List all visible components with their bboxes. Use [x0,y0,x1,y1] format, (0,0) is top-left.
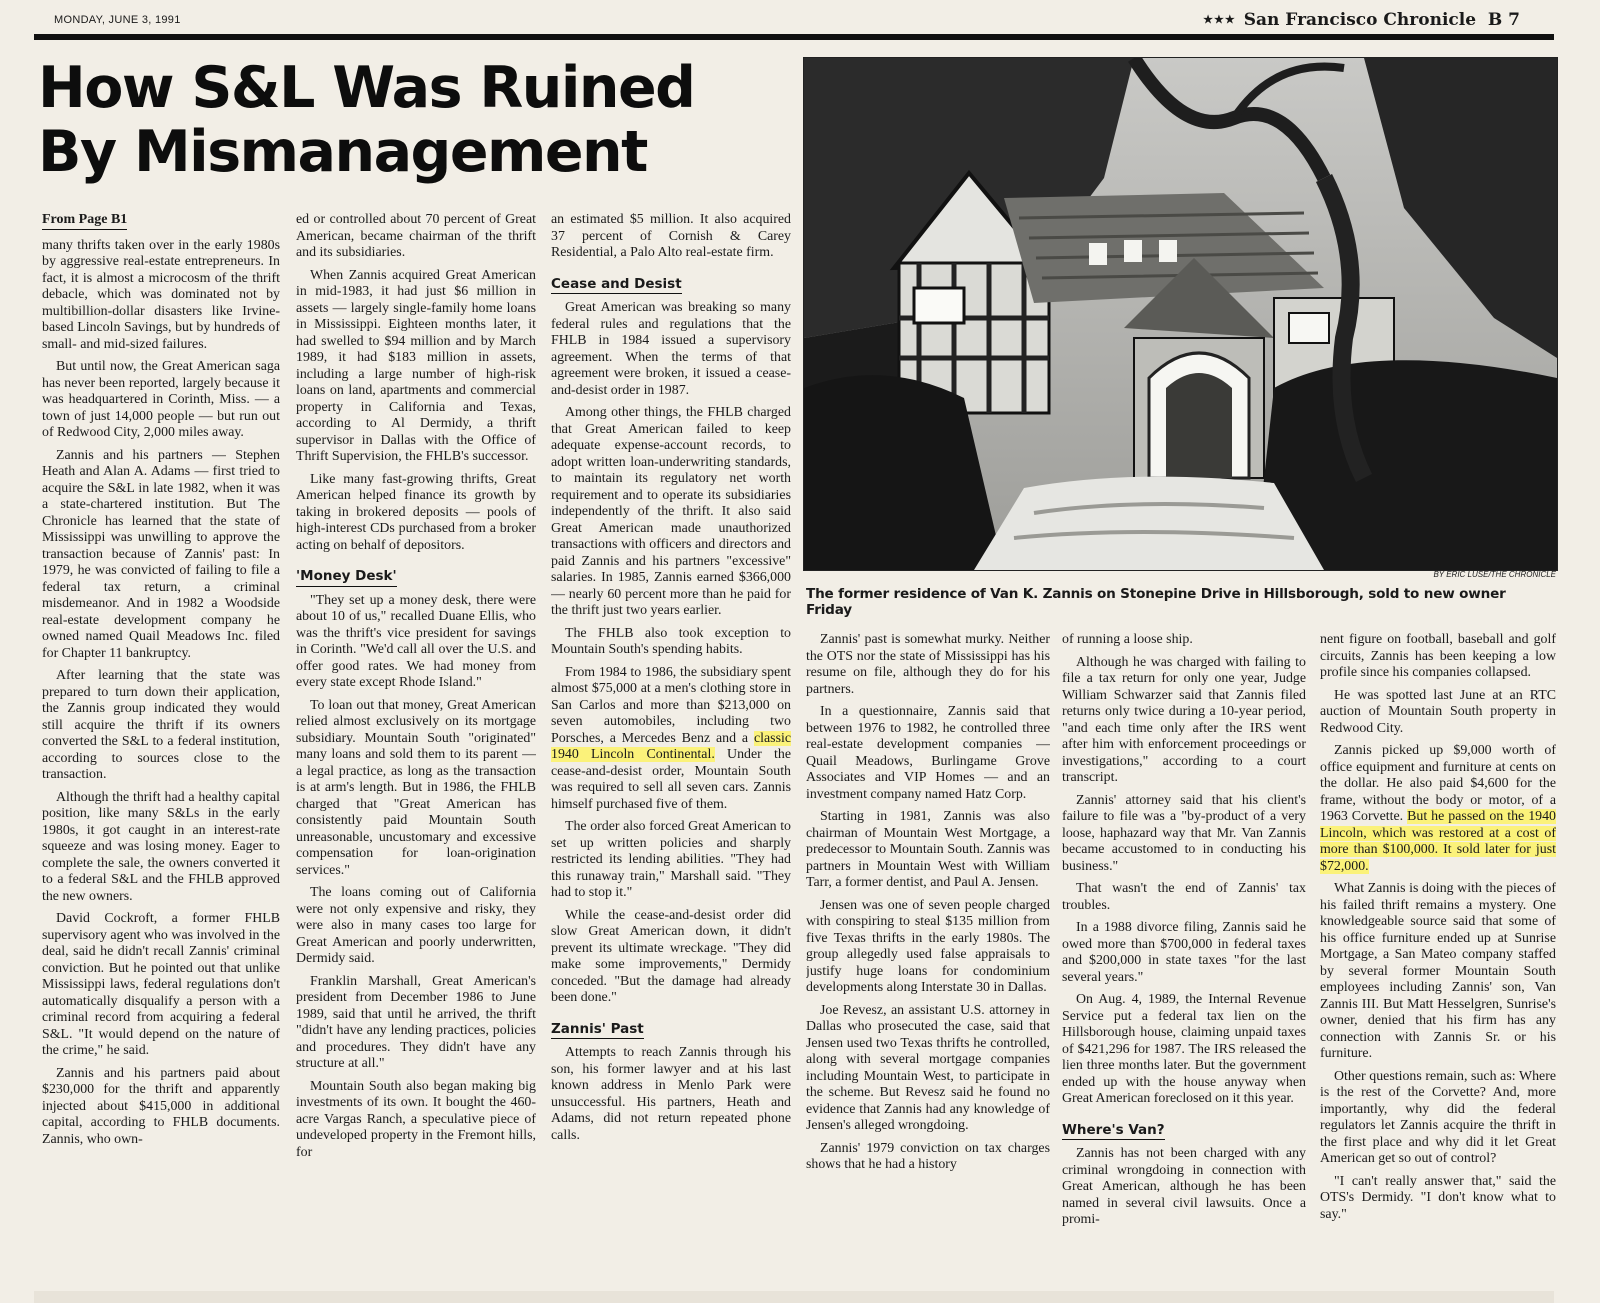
paragraph: Attempts to reach Zannis through his son, his former lawyer and at his last known address in Menlo Park were unsuccessful. His partners, Heath and Adams, did not return repeated phone calls. [551,1045,791,1143]
paragraph: David Cockroft, a former FHLB supervisory agent who was involved in the deal, said he didn't recall Zannis' criminal conviction. But he pointed out that unlike Mississippi laws, federal regulations don't automatically disqualify a person with a criminal record from acquiring a federal S&L. "It would depend on the nature of the crime," he said. [42,911,280,1058]
masthead-rule [34,34,1554,40]
paragraph: ed or controlled about 70 percent of Great American, became chairman of the thrift and its subsidiaries. [296,212,536,260]
house-photo [803,57,1558,571]
subhead-where-is-van: Where's Van? [1062,1122,1165,1141]
subhead-zannis-past: Zannis' Past [551,1021,644,1040]
paragraph: an estimated $5 million. It also acquired 37 percent of Cornish & Carey Residential, a Palo Alto real-estate firm. [551,212,791,260]
article-column-2 [296,212,536,1287]
page-bottom-edge [34,1291,1554,1303]
paragraph-corvette [1320,743,1556,875]
paragraph: Great American was breaking so many federal rules and regulations that the FHLB in 1984 issued a supervisory agreement. When the terms of that agreement were broken, it issued a cease-and-desist order in 1987. [551,300,791,398]
jump-from-label: From Page B1 [42,212,127,230]
article-column-4 [806,632,1050,1287]
highlighted-text: classic 1940 Lincoln Continental. [551,730,791,762]
highlighted-text: But he passed on the 1940 Lincoln, which was restored at a cost of more than $100,000. It sold later for just $72,000. [1320,809,1556,874]
paragraph: Although he was charged with failing to file a tax return for only one year, Judge William Schwarzer said that Zannis filed returns only twice during a 10-year period, "and each time only after the IRS went after him with enforcement proceedings or investigations," according to a court transcript. [1062,654,1306,785]
text-run: From 1984 to 1986, the subsidiary spent almost $75,000 at a men's clothing store in San Carlos and more than $213,000 on seven automobiles, including two Porsches, a Mercedes Benz and a [551,664,791,746]
paper-nameplate [1203,10,1520,30]
paragraph: Zannis and his partners paid about $230,000 for the thrift and apparently injected about $415,000 in additional capital, according to FHLB documents. Zannis, who own- [42,1065,280,1147]
paragraph: "They set up a money desk, there were about 10 of us," recalled Duane Ellis, who was the thrift's vice president for savings in Corinth. "We'd call all over the U.S. and offer good rates. We had money from every state except Rhode Island." [296,592,536,690]
text-run: Zannis picked up $9,000 worth of office equipment and furniture at cents on the dollar. He also paid $4,600 for the frame, without the body or motor, of a 1963 Corvette. [1320,743,1556,824]
paragraph: The FHLB also took exception to Mountain South's spending habits. [551,625,791,657]
paragraph: The order also forced Great American to set up written policies and sharply restricted its lending abilities. "They had this runaway train," Marshall said. "They had to stop it." [551,819,791,900]
paragraph: Zannis' 1979 conviction on tax charges shows that he had a history [806,1140,1050,1172]
paragraph: Joe Revesz, an assistant U.S. attorney in Dallas who prosecuted the case, said that Jensen used two Texas thrifts he controlled, along with several mortgage companies including Mountain West, to participate in the scheme. But Revesz said he found no evidence that Zannis had any knowledge of Jensen's alleged wrongdoing. [806,1002,1050,1133]
paragraph-car-purchases [551,665,791,814]
paragraph: Zannis and his partners — Stephen Heath and Alan A. Adams — first tried to acquire the S&L in late 1982, when it was a state-chartered institution. But The Chronicle has learned that the state of Mississippi was unwilling to approve the transaction because of Zannis' past: In 1979, he was convicted of failing to file a federal tax return, a criminal misdemeanor. And in 1982 a Woodside real-estate development company he owned named Quail Meadows Inc. filed for Chapter 11 bankruptcy. [42,447,280,661]
headline: How S&L Was Ruined By Mismanagement [38,55,695,185]
paragraph: Other questions remain, such as: Where is the rest of the Corvette? And, more importantly, why did the federal regulators let Zannis acquire the thrift in the first place and why did it let Great American get so out of control? [1320,1068,1556,1166]
edition-stars: ★★★ [1203,13,1236,26]
house-photo-image [804,58,1557,570]
paragraph: Zannis' attorney said that his client's failure to file was a "by-product of a very loose, haphazard way that Mr. Van Zannis became accustomed to in conducting his business." [1062,792,1306,874]
paragraph: The loans coming out of California were not only expensive and risky, they were also in many cases too large for Great American and poorly underwritten, Dermidy said. [296,885,536,966]
paragraph: What Zannis is doing with the pieces of his failed thrift remains a mystery. One knowledgeable source said that some of his office furniture ended up at Sunrise Mortgage, a San Mateo company staffed by several former Mountain South employees including Zannis' son, Van Zannis III. But Matt Hesselgren, Sunrise's owner, denied that his firm has any connection with Zannis Sr. or his furniture. [1320,881,1556,1061]
paragraph: While the cease-and-desist order did slow Great American down, it didn't prevent its ultimate wreckage. "They did make some improvements," Dermidy conceded. "But the damage had already been done." [551,907,791,1005]
paragraph: After learning that the state was prepared to turn down their application, the Zannis group indicated they would still acquire the thrift if its owners converted the S&L to a federal institution, according to sources close to the transaction. [42,668,280,782]
paragraph: But until now, the Great American saga has never been reported, largely because it was headquartered in Corinth, Miss. — a town of just 14,000 people — but run out of Redwood City, 2,000 miles away. [42,359,280,440]
paragraph: many thrifts taken over in the early 1980s by aggressive real-estate entrepreneurs. In fact, it is almost a microcosm of the thrift debacle, which was dominated not by multibillion-dollar disasters like Irvine-based Lincoln Savings, but by hundreds of small- and mid-sized failures. [42,237,280,352]
paragraph: nent figure on football, baseball and golf circuits, Zannis has been keeping a low profile since his companies collapsed. [1320,632,1556,680]
paragraph: On Aug. 4, 1989, the Internal Revenue Service put a federal tax lien on the Hillsborough house, claiming unpaid taxes of $421,296 for 1987. The IRS released the lien three months later. But the government ended up with the house anyway when Great American foreclosed on it this year. [1062,992,1306,1106]
paragraph: Jensen was one of seven people charged with conspiring to steal $135 million from five Texas thrifts in the early 1980s. The group allegedly used false appraisals to justify huge loans for condominium developments along Interstate 30 in Dallas. [806,897,1050,995]
paragraph: Among other things, the FHLB charged that Great American failed to keep adequate expense-account records, to adopt written loan-underwriting standards, to maintain its regulatory net worth requirement and to operate its subsidiaries independently of the thrift. It also said Great American made unauthorized transactions with officers and directors and paid Zannis and his partners "excessive" salaries. In 1985, Zannis earned $366,000 — nearly 60 percent more than he paid for the thrift just two years earlier. [551,405,791,618]
issue-date: MONDAY, JUNE 3, 1991 [54,14,181,26]
paragraph: Zannis' past is somewhat murky. Neither the OTS nor the state of Mississippi has his resume on file, although they do for his partners. [806,632,1050,697]
paragraph: Mountain South also began making big investments of its own. It bought the 460-acre Vargas Ranch, a speculative piece of undeveloped property in the Fremont hills, for [296,1078,536,1160]
paragraph: He was spotted last June at an RTC auction of Mountain South property in Redwood City. [1320,687,1556,736]
paragraph: Zannis has not been charged with any criminal wrongdoing in connection with Great American, although he has been named in several civil lawsuits. Once a promi- [1062,1146,1306,1227]
page-number: B 7 [1487,10,1520,30]
paragraph: In a 1988 divorce filing, Zannis said he owed more than $700,000 in federal taxes and $200,000 in state taxes "for the last several years." [1062,920,1306,985]
paragraph: "I can't really answer that," said the OTS's Dermidy. "I don't know what to say." [1320,1173,1556,1222]
article-column-5 [1062,632,1306,1287]
paragraph: In a questionnaire, Zannis said that between 1976 to 1982, he controlled three real-estate development companies — Quail Meadows, Burlingame Grove Associates and VIP Homes — and an investment company named Hatz Corp. [806,704,1050,802]
article-column-6 [1320,632,1556,1287]
paragraph: Although the thrift had a healthy capital position, like many S&Ls in the early 1980s, it got caught in an interest-rate squeeze and was losing money. Eager to complete the sale, the owners converted it to a federal S&L and the FHLB approved the new owners. [42,789,280,904]
text-run: Under the cease-and-desist order, Mountain South was required to sell all seven cars. Zannis himself purchased five of them. [551,747,791,812]
paragraph: To loan out that money, Great American relied almost exclusively on its mortgage subsidiary. Mountain South "originated" many loans and sold them to its parent — a legal practice, as long as the transaction is at arm's length. But in 1986, the FHLB charged that "Great American has consistently paid Mountain South unreasonable, uncustomary and excessive compensation for loan-origination services." [296,697,536,878]
photo-caption: The former residence of Van K. Zannis on Stonepine Drive in Hillsborough, sold to new owner Friday [806,586,1506,618]
subhead-money-desk: 'Money Desk' [296,568,397,587]
paper-name: San Francisco Chronicle [1243,10,1477,30]
paragraph: When Zannis acquired Great American in mid-1983, it had just $6 million in assets — largely single-family home loans in Mississippi. Eighteen months later, it had swelled to $94 million and by March 1989, it had $183 million in assets, including a large number of high-risk loans on land, apartments and commercial property in California and Texas, according to Al Dermidy, a thrift supervisor in Dallas with the Office of Thrift Supervision, the FHLB's successor. [296,267,536,464]
subhead-cease-and-desist: Cease and Desist [551,276,682,295]
paragraph: Starting in 1981, Zannis was also chairman of Mountain West Mortgage, a predecessor to Mountain South. Zannis was partners in Mountain West with William Tarr, a former dentist, and Paul A. Jensen. [806,809,1050,890]
masthead [34,8,1554,34]
paragraph: Like many fast-growing thrifts, Great American helped finance its growth by taking in brokered deposits — pools of high-interest CDs purchased from a broker acting on behalf of depositors. [296,471,536,553]
paragraph: of running a loose ship. [1062,632,1193,647]
paragraph: Franklin Marshall, Great American's president from December 1986 to June 1989, said that until he arrived, the thrift "didn't have any lending practices, policies and procedures. They didn't have any structure at all." [296,973,536,1071]
paragraph: That wasn't the end of Zannis' tax troubles. [1062,881,1306,913]
article-column-1 [42,212,280,1287]
article-column-3 [551,212,791,1287]
photo-credit: BY ERIC LUSE/THE CHRONICLE [1433,570,1556,579]
